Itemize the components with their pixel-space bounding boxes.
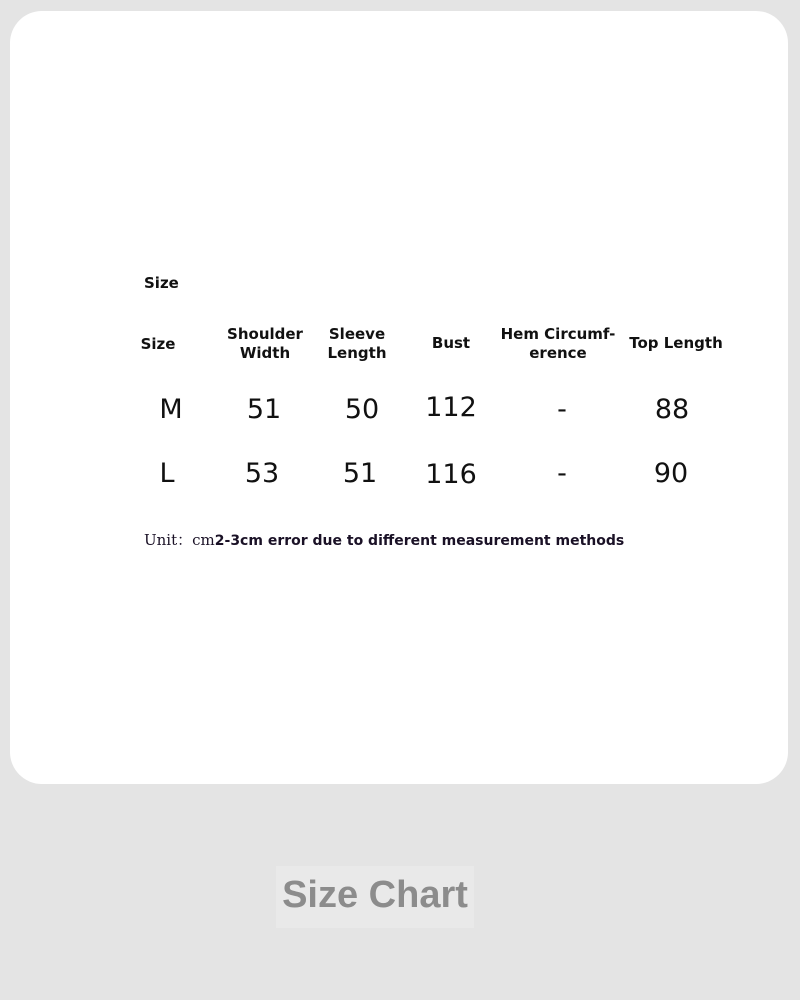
size-chart-card: [10, 11, 788, 784]
header-hem-circumference: Hem Circumf- erence: [500, 325, 616, 362]
table-cell: 112: [425, 392, 477, 423]
table-cell: 51: [342, 458, 378, 489]
page-title: Size Chart: [276, 866, 474, 928]
error-note: 2-3cm error due to different measurement methods: [214, 533, 625, 549]
table-cell: L: [159, 458, 175, 489]
header-sleeve-length: Sleeve Length: [327, 325, 387, 362]
table-cell: -: [557, 394, 567, 425]
header-bust: Bust: [431, 334, 471, 352]
table-caption: Size: [144, 274, 179, 292]
table-cell: 116: [425, 459, 477, 490]
table-cell: 50: [344, 394, 380, 425]
table-cell: 51: [246, 394, 282, 425]
unit-label: Unit：cm: [144, 531, 215, 549]
table-cell: -: [557, 458, 567, 489]
table-cell: 53: [244, 458, 280, 489]
header-size: Size: [140, 335, 176, 353]
table-cell: M: [159, 394, 183, 425]
table-cell: 90: [653, 458, 689, 489]
table-cell: 88: [654, 394, 690, 425]
header-shoulder-width: Shoulder Width: [227, 325, 303, 362]
header-top-length: Top Length: [629, 334, 723, 352]
measurement-note: [144, 529, 624, 550]
